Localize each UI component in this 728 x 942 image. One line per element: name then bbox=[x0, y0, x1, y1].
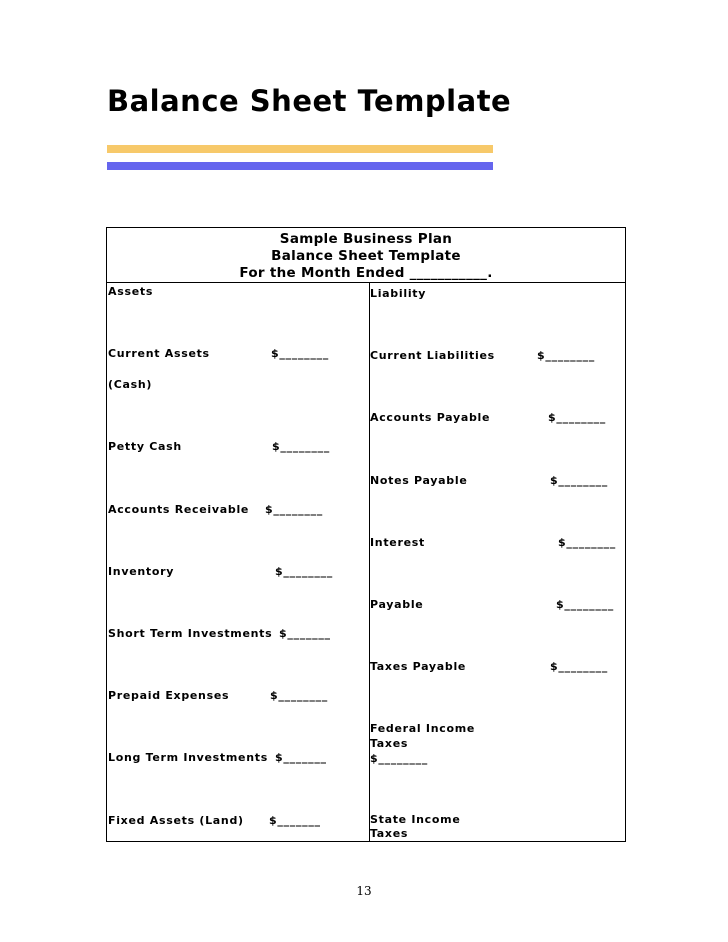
asset-label: (Cash) bbox=[108, 378, 153, 391]
asset-label: Short Term Investments bbox=[108, 627, 273, 640]
liability-amount-blank: $________ bbox=[370, 752, 428, 765]
liability-label: Notes Payable bbox=[370, 474, 468, 487]
liability-heading: Liability bbox=[370, 287, 427, 300]
liability-label: Current Liabilities bbox=[370, 349, 495, 362]
asset-label: Fixed Assets (Land) bbox=[108, 814, 244, 827]
asset-amount-blank: $________ bbox=[270, 689, 328, 702]
asset-label: Inventory bbox=[108, 565, 175, 578]
asset-label: Current Assets bbox=[108, 347, 210, 360]
balance-sheet-table bbox=[106, 227, 626, 842]
page-number: 13 bbox=[356, 884, 372, 898]
gold-divider-bar bbox=[107, 145, 493, 153]
header-line-month-ended: For the Month Ended ___________. bbox=[239, 265, 493, 281]
liability-label-line2: Taxes bbox=[370, 737, 409, 750]
asset-amount-blank: $________ bbox=[275, 565, 333, 578]
page-title: Balance Sheet Template bbox=[107, 84, 512, 118]
liability-amount-blank: $________ bbox=[558, 536, 616, 549]
asset-amount-blank: $_______ bbox=[279, 627, 331, 640]
asset-label: Accounts Receivable bbox=[108, 503, 250, 516]
liability-label: Accounts Payable bbox=[370, 411, 491, 424]
blue-divider-bar bbox=[107, 162, 493, 170]
liability-row-state-income-taxes bbox=[370, 813, 460, 841]
asset-amount-blank: $_______ bbox=[275, 751, 327, 764]
header-line-business-plan: Sample Business Plan bbox=[279, 231, 453, 247]
assets-heading: Assets bbox=[108, 285, 154, 298]
sheet-header bbox=[107, 228, 625, 283]
asset-amount-blank: $________ bbox=[265, 503, 323, 516]
asset-amount-blank: $_______ bbox=[269, 814, 321, 827]
liability-label: Federal Income bbox=[370, 722, 476, 735]
liability-label: Interest bbox=[370, 536, 425, 549]
asset-amount-blank: $________ bbox=[271, 347, 329, 360]
liability-amount-blank: $________ bbox=[537, 349, 595, 362]
liability-label: Taxes Payable bbox=[370, 660, 467, 673]
liability-amount-blank: $________ bbox=[548, 411, 606, 424]
header-line-template: Balance Sheet Template bbox=[271, 248, 461, 264]
asset-label: Prepaid Expenses bbox=[108, 689, 230, 702]
liability-amount-blank: $________ bbox=[550, 660, 608, 673]
liability-label: Payable bbox=[370, 598, 424, 611]
liability-amount-blank: $________ bbox=[556, 598, 614, 611]
liability-label-line2: Taxes bbox=[370, 827, 409, 840]
liability-label: State Income bbox=[370, 813, 461, 826]
asset-label: Long Term Investments bbox=[108, 751, 268, 764]
liability-row-federal-income-taxes bbox=[370, 721, 475, 766]
liability-amount-blank: $________ bbox=[550, 474, 608, 487]
asset-amount-blank: $________ bbox=[272, 440, 330, 453]
asset-label: Petty Cash bbox=[108, 440, 182, 453]
